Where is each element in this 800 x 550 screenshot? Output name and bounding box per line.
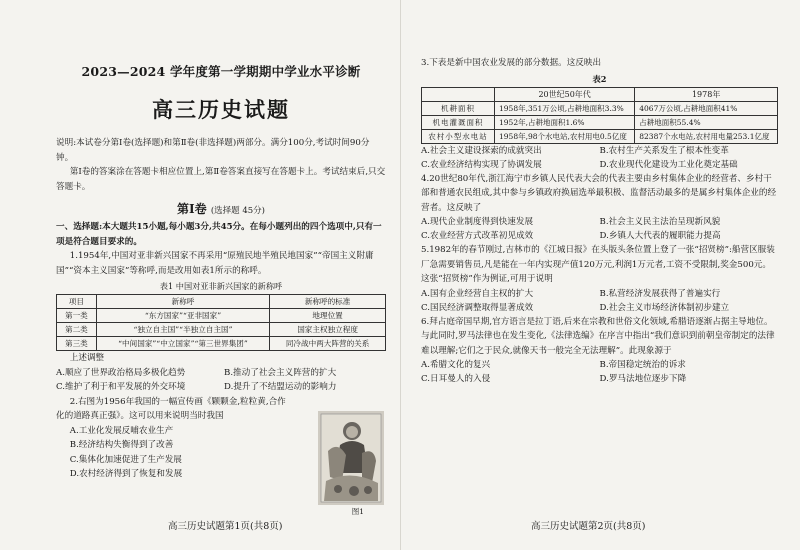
volume-heading — [56, 200, 386, 217]
table-cell: 4067万公顷,占耕地面积41% — [635, 101, 778, 115]
page-right — [400, 0, 800, 550]
option-a: A.现代企业制度得到快速发展 — [421, 217, 534, 227]
table-cell: 国家主权独立程度 — [270, 323, 386, 337]
table-cell: 机耕面积 — [422, 101, 495, 115]
table-1 — [56, 294, 386, 351]
table-header — [422, 87, 495, 101]
question-3-options — [421, 144, 778, 172]
question-2-text — [56, 395, 294, 482]
notes-2: 第Ⅰ卷的答案涂在答题卡相应位置上,第Ⅱ卷答案直接写在答题卡上。考试结束后,只交答题卡。 — [56, 167, 386, 192]
table-cell: 1958年,98个水电站,农村用电0.5亿度 — [495, 129, 635, 143]
question-1-tail: 上述调整 — [69, 353, 105, 363]
table-header: 项目 — [57, 295, 97, 309]
table-2-caption: 表2 — [592, 73, 607, 84]
question-3-stem: 3.下表是新中国农业发展的部分数据。这反映出 — [421, 58, 602, 68]
propaganda-poster-image — [318, 411, 384, 505]
option-d: D.农村经济得到了恢复和发展 — [69, 469, 183, 479]
table-cell: 第三类 — [57, 337, 97, 351]
table-row — [422, 115, 778, 129]
table-row — [57, 309, 386, 323]
option-b: B.社会主义民主法治呈现新风貌 — [599, 217, 721, 227]
table-cell: 1958年,351万公顷,占耕地面积3.3% — [495, 101, 635, 115]
question-5-stem: 5.1982年的春节刚过,吉林市的《江城日报》在头版头条位置上登了一张“招贤榜”:船营区服装厂急需要销售员,凡是能在一年内实现产值120万元,利润1万元者,工资不受限制,奖金500元。这张“招贤榜”作为例证,可用于说明 — [421, 245, 775, 284]
option-c: C.农业经济结构实现了协调发展 — [421, 159, 542, 170]
table-cell: 82387个水电站,农村用电量253.1亿度 — [635, 129, 778, 143]
table-cell: 占耕地面积55.4% — [635, 115, 778, 129]
option-c: C.日耳曼人的入侵 — [421, 374, 491, 384]
table-cell: “东方国家”“亚非国家” — [96, 309, 269, 323]
table-cell: 第二类 — [57, 323, 97, 337]
option-d: D.提升了不结盟运动的影响力 — [224, 382, 337, 392]
table-header: 20世纪50年代 — [495, 87, 635, 101]
question-2-stem: 2.右图为1956年我国的一幅宣传画《颗颗金,粒粒黄,合作化的道路真正强》。这可以用来说明当时我国 — [56, 396, 286, 421]
notes-1: 说明:本试卷分第Ⅰ卷(选择题)和第Ⅱ卷(非选择题)两部分。满分100分,考试时间90分钟。 — [56, 138, 370, 163]
table-row — [57, 323, 386, 337]
volume-note: (选择题 45分) — [210, 206, 265, 216]
table-cell: “独立自主国”“半独立自主国” — [96, 323, 269, 337]
section-instructions: 一、选择题:本大题共15小题,每小题3分,共45分。在每小题列出的四个选项中,只有一项是符合题目要求的。 — [56, 222, 382, 247]
option-d: D.罗马法地位逐步下降 — [599, 374, 687, 384]
option-a: A.工业化发展反哺农业生产 — [69, 425, 174, 436]
option-a: A.顺应了世界政治格局多极化趋势 — [56, 367, 186, 378]
option-c: C.维护了利于和平发展的外交环境 — [56, 382, 186, 392]
table-cell: 同冷战中两大阵营的关系 — [270, 337, 386, 351]
option-b: B.推动了社会主义阵营的扩大 — [224, 367, 337, 378]
table-2 — [421, 87, 778, 144]
option-d: D.社会主义市场经济体制初步建立 — [599, 302, 730, 313]
table-cell: 地理位置 — [270, 309, 386, 323]
table-row — [57, 337, 386, 351]
option-b: B.私营经济发展获得了普遍实行 — [599, 288, 721, 299]
exam-title: 2023—2024 学年度第一学期期中学业水平诊断 — [81, 64, 361, 79]
option-c: C.农业经营方式改革初见成效 — [421, 231, 534, 241]
question-4-stem: 4.20世纪80年代,浙江海宁市乡镇人民代表大会的代表主要由乡村集体企业的经营者、乡村干部和普通农民组成,其中参与乡镇政府换届选举最积极、监督活动最多的是属乡村集体企业的经营者。这反映了 — [421, 173, 777, 213]
table-cell: 第一类 — [57, 309, 97, 323]
table-row — [422, 129, 778, 143]
option-a: A.国有企业经营自主权的扩大 — [421, 288, 534, 299]
option-d: D.乡镇人大代表的履职能力提高 — [599, 231, 721, 241]
question-4-options — [421, 215, 778, 243]
option-c: C.国民经济调整取得显著成效 — [421, 302, 534, 313]
option-b: B.农村生产关系发生了根本性变革 — [599, 145, 729, 156]
question-5-options — [421, 287, 778, 315]
option-d: D.农业现代化建设为工业化奠定基础 — [599, 159, 738, 170]
table-header: 新称呼的标准 — [270, 295, 386, 309]
table-1-caption: 表1 中国对亚非新兴国家的新称呼 — [159, 281, 283, 291]
page-footer: 高三历史试题第2页(共8页) — [531, 521, 646, 532]
question-1-options — [56, 366, 386, 395]
subject-title: 高三历史试题 — [152, 97, 290, 122]
figure-1-caption: 图1 — [351, 506, 364, 516]
table-cell: 机电灌溉面积 — [422, 115, 495, 129]
table-row — [57, 295, 386, 309]
question-2 — [56, 395, 386, 516]
question-1-stem: 1.1954年,中国对亚非新兴国家不再采用“原殖民地半殖民地国家”“帝国主义附庸国”“资本主义国家”等称呼,而是改用如表1所示的称呼。 — [56, 251, 374, 276]
option-b: B.帝国稳定统治的诉求 — [599, 360, 686, 370]
question-6-options — [421, 358, 778, 386]
option-b: B.经济结构失衡得到了改善 — [69, 440, 174, 450]
page-footer: 高三历史试题第1页(共8页) — [168, 521, 283, 532]
option-a: A.社会主义建设探索的成就突出 — [421, 145, 542, 156]
table-row — [422, 101, 778, 115]
option-c: C.集体化加速促进了生产发展 — [69, 454, 182, 465]
table-cell: 农村小型水电站 — [422, 129, 495, 143]
table-cell: 1952年,占耕地面积1.6% — [495, 115, 635, 129]
table-row — [422, 87, 778, 101]
table-cell: “中间国家”“中立国家”“第三世界集团” — [96, 337, 269, 351]
table-header: 新称呼 — [96, 295, 269, 309]
table-header: 1978年 — [635, 87, 778, 101]
question-6-stem: 6.拜占庭帝国早期,官方语言是拉丁语,后来在宗教和世俗文化领域,希腊语逐渐占据主导地位。与此同时,罗马法律也在发生变化,《法律选编》在序言中指出“我们意识到前朝皇帝制定的法律难以理解;它们之于民众,就像天书一般完全无法理解”。此现象源于 — [421, 316, 775, 356]
volume-label: 第Ⅰ卷 — [177, 202, 207, 216]
option-a: A.希腊文化的复兴 — [421, 360, 491, 370]
